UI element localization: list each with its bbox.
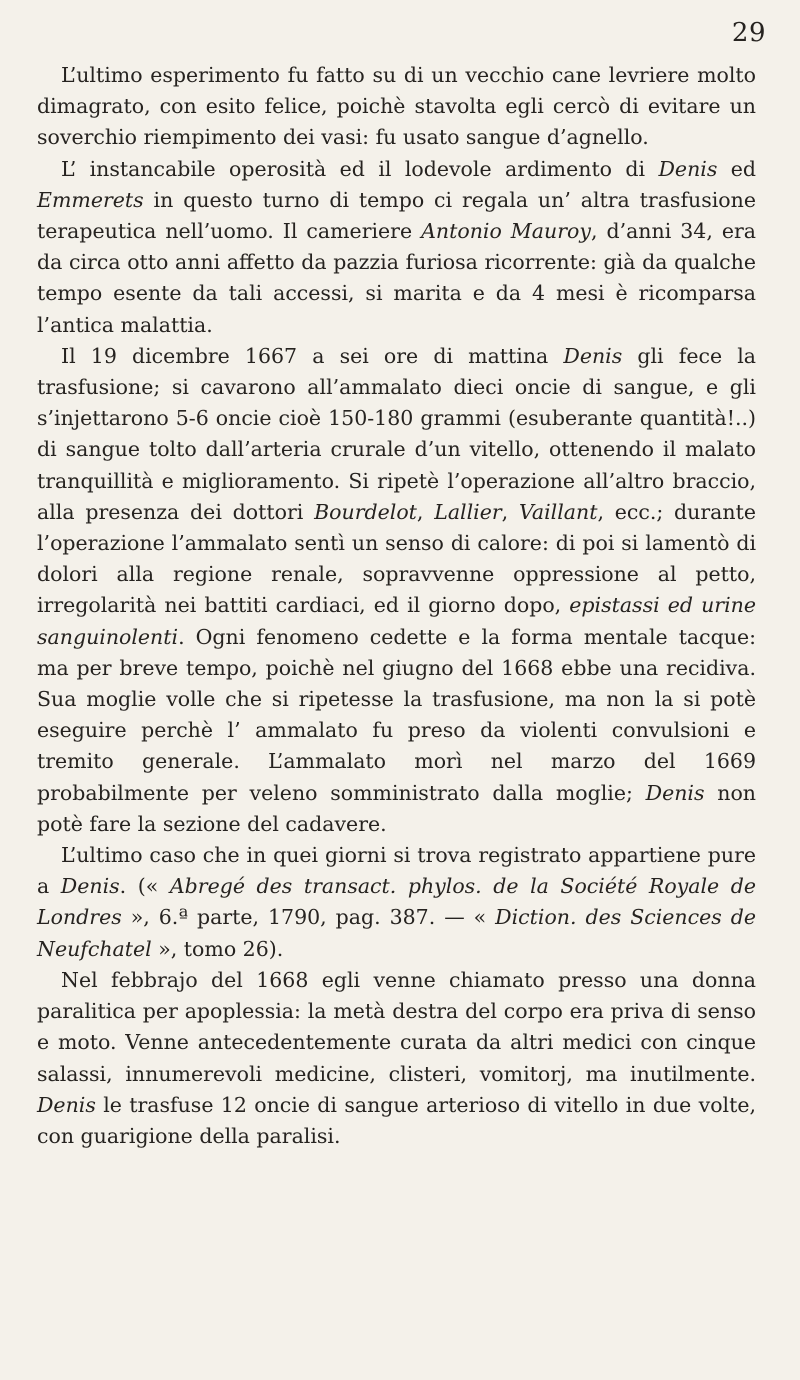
italic-text: Denis [658, 156, 718, 181]
text-run: Il 19 dicembre 1667 a sei ore di mattina [61, 343, 564, 368]
italic-text: Diction. des Sciences de Neufchatel [37, 905, 756, 961]
text-run: L’ultimo esperimento fu fatto su di un vecchio cane levriere molto dimagrato, con esito felice, poichè stavolta egli cercò di evitare un soverchio riempimento dei vasi: fu usato sangue d’agnello. [37, 63, 756, 150]
italic-text: Bourdelot [314, 499, 417, 524]
paragraph [37, 341, 756, 840]
text-run: », tomo 26). [151, 936, 284, 961]
text-run: L’ instancabile operosità ed il lodevole ardimento di [61, 156, 659, 181]
italic-text: Emmerets [37, 187, 144, 212]
text-run: , ecc.; durante l’operazione l’ammalato sentì un senso di calore: di poi si lamentò di dolori alla regione renale, sopravvenne oppressione al petto, irregolarità nei battiti cardiaci, ed il giorno dopo, [37, 499, 756, 618]
paragraph [37, 154, 756, 341]
page-number: 29 [731, 18, 766, 48]
text-run: », 6.ª parte, 1790, pag. 387. — « [121, 905, 496, 930]
text-run: gli fece la trasfusione; si cavarono all’ammalato dieci oncie di sangue, e gli s’injettarono 5-6 oncie cioè 150-180 grammi (esuberante quantità!..) di sangue tolto dall’arteria crurale d’un vitello, ottenendo il malato tranquillità e miglioramento. Si ripetè l’operazione all’altro braccio, alla presenza dei dottori [37, 343, 756, 524]
italic-text: epistassi ed urine sanguinolenti [37, 593, 756, 649]
italic-text: Vaillant [518, 499, 598, 524]
text-run: . (« [119, 874, 170, 899]
italic-text: Antonio Mauroy [421, 219, 591, 244]
italic-text: Lallier [434, 499, 502, 524]
text-run: L’ultimo caso che in quei giorni si trova registrato appartiene pure a [37, 843, 756, 899]
italic-text: Denis [645, 780, 705, 805]
italic-text: Denis [60, 874, 120, 899]
paragraph [37, 965, 756, 1152]
body-text [37, 60, 756, 1152]
text-run: , [501, 499, 519, 524]
text-run: le trasfuse 12 oncie di sangue arterioso di vitello in due volte, con guarigione della paralisi. [37, 1092, 756, 1148]
paragraph [37, 840, 756, 965]
text-run: Nel febbrajo del 1668 egli venne chiamato presso una donna paralitica per apoplessia: la metà destra del corpo era priva di senso e moto. Venne antecedentemente curata da altri medici con cinque salassi, innumerevoli medicine, clisteri, vomitorj, ma inutilmente. [37, 967, 756, 1086]
text-run: in questo turno di tempo ci regala un’ altra trasfusione terapeutica nell’uomo. Il cameriere [37, 187, 756, 244]
text-run: . Ogni fenomeno cedette e la forma mentale tacque: ma per breve tempo, poichè nel giugno del 1668 ebbe una recidiva. Sua moglie volle che si ripetesse la trasfusione, ma non la si potè eseguire perchè l’ ammalato fu preso da violenti convulsioni e tremito generale. L’ammalato morì nel marzo del 1669 probabilmente per veleno somministrato dalla moglie; [37, 624, 756, 805]
text-run: , [416, 499, 435, 524]
text-run: non potè fare la sezione del cadavere. [37, 780, 756, 836]
italic-text: Denis [37, 1092, 96, 1117]
italic-text: Denis [563, 343, 623, 368]
italic-text: Abregé des transact. phylos. de la Société Royale de Londres [37, 874, 756, 930]
paragraph [37, 60, 756, 154]
text-run: ed [717, 156, 757, 181]
text-run: , d’anni 34, era da circa otto anni affetto da pazzia furiosa ricorrente: già da qualche tempo esente da tali accessi, si marita e da 4 mesi è ricomparsa l’antica malattia. [37, 219, 756, 337]
